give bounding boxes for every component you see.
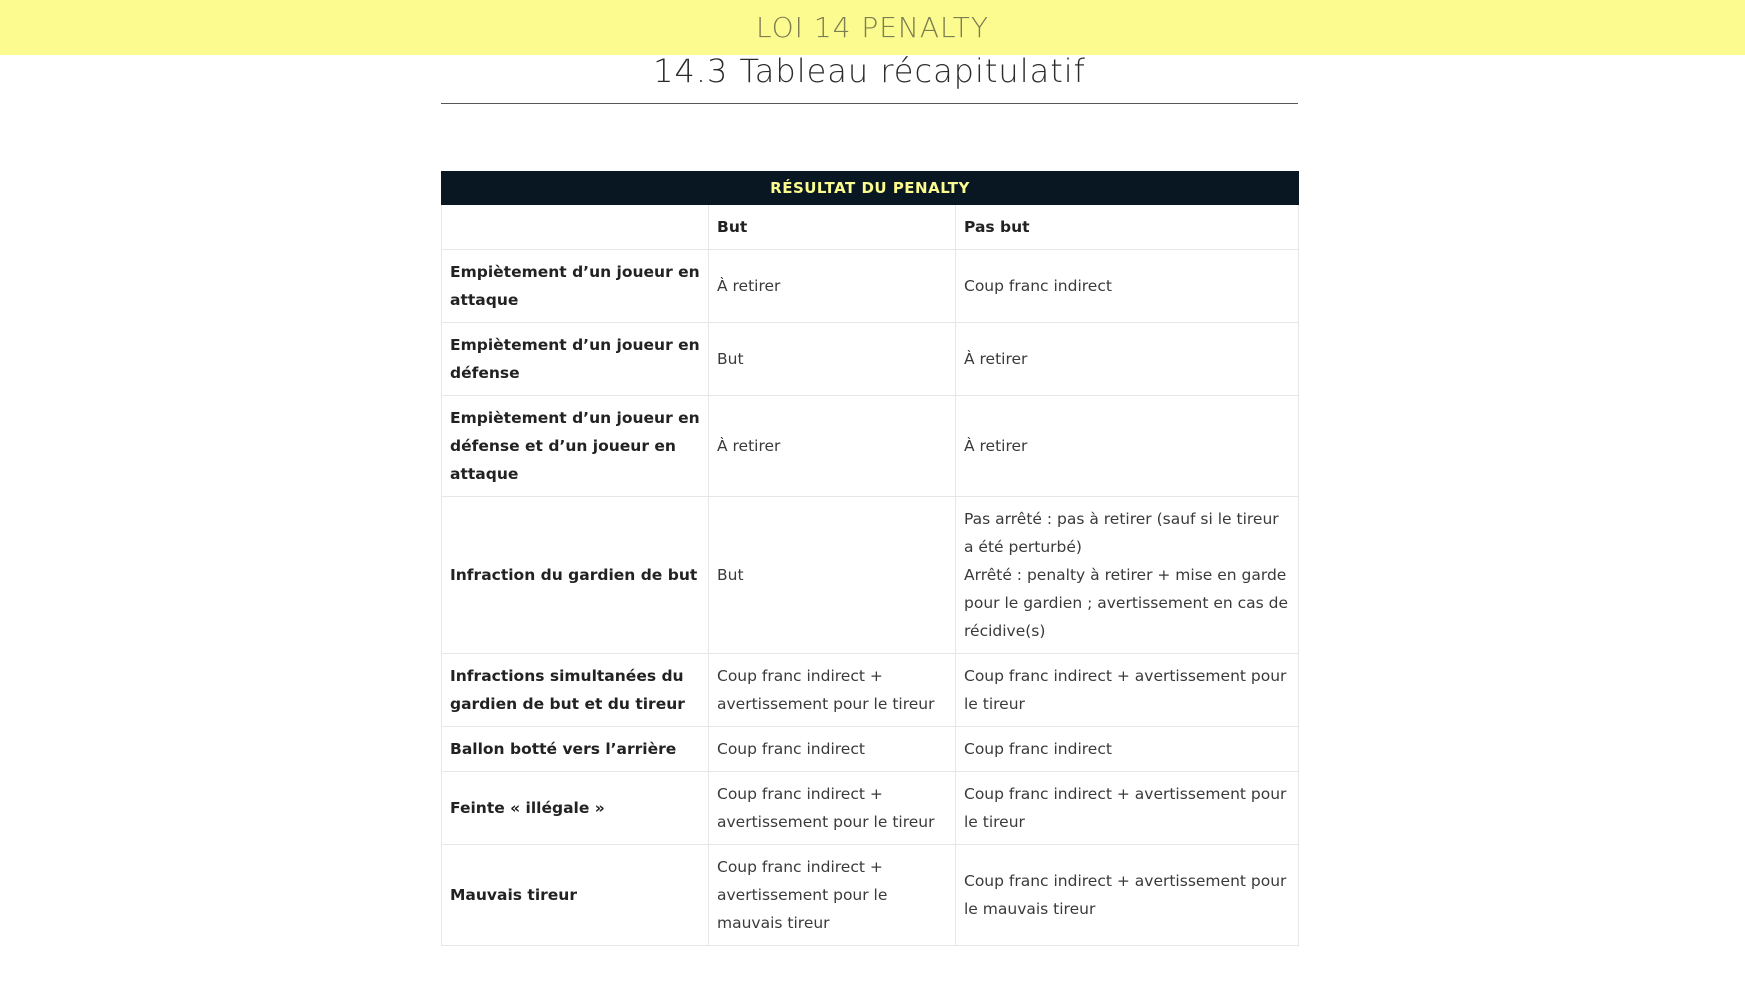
row-label: Mauvais tireur	[442, 845, 709, 946]
row-label: Infraction du gardien de but	[442, 497, 709, 654]
heading-divider	[441, 103, 1298, 104]
cell-pas-but	[956, 250, 1299, 323]
table-row	[442, 497, 1299, 654]
row-label: Infractions simultanées du gardien de but et du tireur	[442, 654, 709, 727]
cell-but: À retirer	[709, 250, 956, 323]
cell-but: But	[709, 497, 956, 654]
row-label: Empiètement d’un joueur en défense	[442, 323, 709, 396]
table-row	[442, 845, 1299, 946]
table-row	[442, 250, 1299, 323]
cell-but: Coup franc indirect	[709, 727, 956, 772]
cell-pas-but-line: À retirer	[964, 437, 1028, 455]
cell-pas-but	[956, 845, 1299, 946]
table-body	[442, 205, 1299, 946]
table-row	[442, 772, 1299, 845]
cell-pas-but-line: Coup franc indirect + avertissement pour le tireur	[964, 785, 1287, 831]
cell-pas-but	[956, 772, 1299, 845]
section-title: 14.3 Tableau récapitulatif	[653, 52, 1086, 90]
cell-pas-but-line: À retirer	[964, 350, 1028, 368]
cell-pas-but	[956, 323, 1299, 396]
cell-pas-but-line: Coup franc indirect + avertissement pour le mauvais tireur	[964, 872, 1287, 918]
cell-pas-but	[956, 654, 1299, 727]
cell-pas-but	[956, 497, 1299, 654]
row-label: Ballon botté vers l’arrière	[442, 727, 709, 772]
cell-pas-but-line: Coup franc indirect	[964, 277, 1112, 295]
table-row	[442, 396, 1299, 497]
cell-pas-but	[956, 396, 1299, 497]
cell-but: Coup franc indirect + avertissement pour le tireur	[709, 772, 956, 845]
banner-title: LOI 14 PENALTY	[756, 11, 989, 44]
column-header-row	[442, 205, 1299, 250]
cell-but: Coup franc indirect + avertissement pour le mauvais tireur	[709, 845, 956, 946]
cell-but: Coup franc indirect + avertissement pour le tireur	[709, 654, 956, 727]
table-row	[442, 654, 1299, 727]
table-row	[442, 323, 1299, 396]
cell-pas-but-line: Pas arrêté : pas à retirer (sauf si le tireur a été perturbé)	[964, 510, 1279, 556]
top-banner	[0, 0, 1745, 55]
column-header-empty	[442, 205, 709, 250]
cell-but: À retirer	[709, 396, 956, 497]
table-caption: RÉSULTAT DU PENALTY	[442, 172, 1299, 205]
column-header-but: But	[709, 205, 956, 250]
row-label: Empiètement d’un joueur en attaque	[442, 250, 709, 323]
column-header-pas-but: Pas but	[956, 205, 1299, 250]
cell-pas-but-line: Coup franc indirect + avertissement pour le tireur	[964, 667, 1287, 713]
row-label: Empiètement d’un joueur en défense et d’un joueur en attaque	[442, 396, 709, 497]
cell-pas-but	[956, 727, 1299, 772]
cell-pas-but-line: Coup franc indirect	[964, 740, 1112, 758]
row-label: Feinte « illégale »	[442, 772, 709, 845]
cell-but: But	[709, 323, 956, 396]
table-row	[442, 727, 1299, 772]
cell-pas-but-line: Arrêté : penalty à retirer + mise en garde pour le gardien ; avertissement en cas de récidive(s)	[964, 566, 1289, 640]
summary-table	[441, 171, 1299, 946]
